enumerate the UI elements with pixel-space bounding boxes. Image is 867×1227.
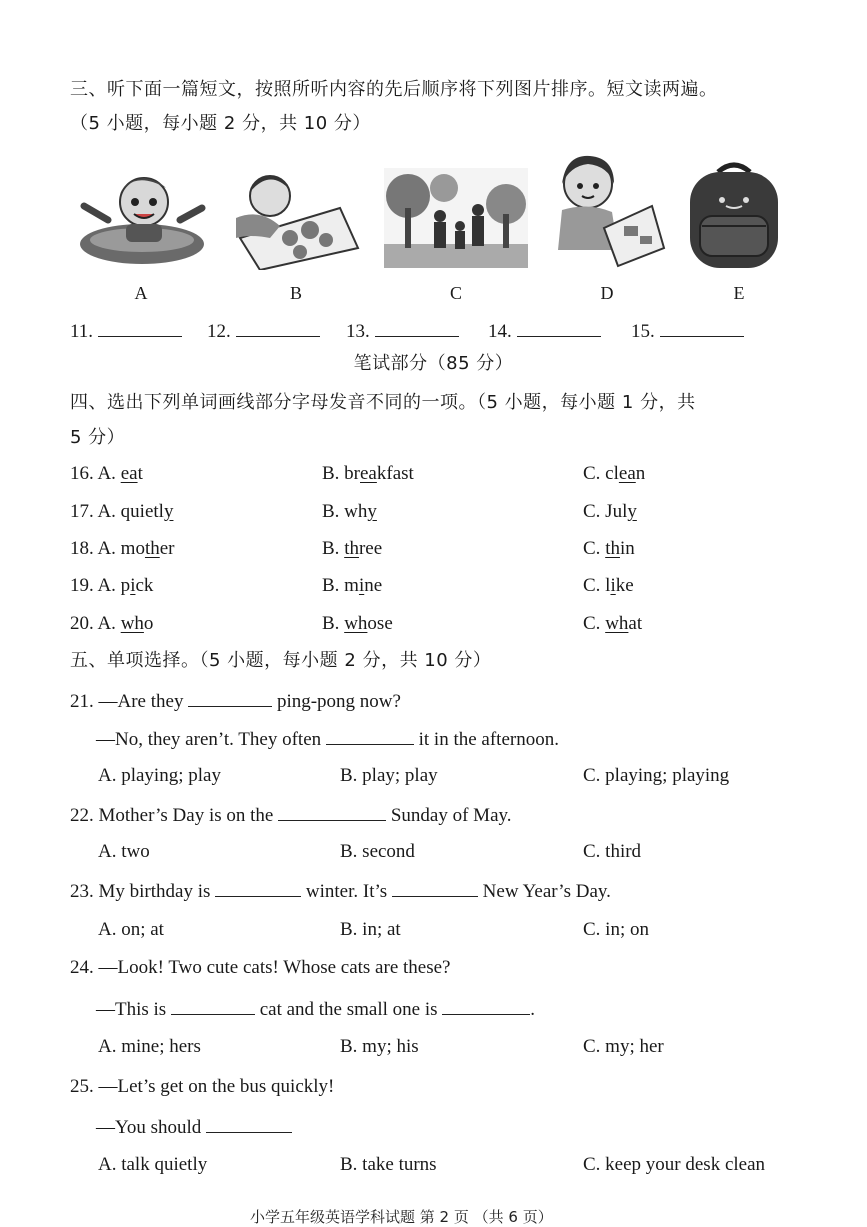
option-18-c[interactable]: C. thin xyxy=(583,538,635,559)
swimming-boy-icon xyxy=(78,162,206,270)
underlined-letters: wh xyxy=(605,613,629,634)
option-17-b[interactable]: B. why xyxy=(322,501,377,522)
answer-blank-14[interactable] xyxy=(517,318,601,337)
answer-blank-15[interactable] xyxy=(660,318,744,337)
option-16-c[interactable]: C. clean xyxy=(583,463,646,484)
underlined-letters: th xyxy=(144,538,160,559)
option-16-a[interactable]: 16. A. eat xyxy=(70,463,143,484)
question-25-line2: —You should xyxy=(96,1114,292,1140)
drawing-girl-icon xyxy=(230,168,360,270)
option-20-a[interactable]: 20. A. who xyxy=(70,613,154,634)
question-23-line1: 23. My birthday is winter. It’s New Year’s Day. xyxy=(70,878,611,904)
section5-title: 五、单项选择。（5 小题，每小题 2 分，共 10 分） xyxy=(70,650,492,671)
answer-12: 12. xyxy=(207,318,320,343)
underlined-letters: i xyxy=(610,575,616,596)
blank-22-1[interactable] xyxy=(278,802,386,821)
question-22-line1: 22. Mother’s Day is on the Sunday of May. xyxy=(70,802,512,828)
option-22-a[interactable]: A. two xyxy=(98,841,150,862)
option-24-c[interactable]: C. my; her xyxy=(583,1036,664,1057)
painting-girl-icon xyxy=(548,150,666,270)
option-24-a[interactable]: A. mine; hers xyxy=(98,1036,201,1057)
section4-title-cont: 5 分） xyxy=(70,427,126,448)
page-footer: 小学五年级英语学科试题 第 2 页 （共 6 页） xyxy=(250,1208,553,1226)
option-25-a[interactable]: A. talk quietly xyxy=(98,1154,208,1175)
underlined-letters: i xyxy=(358,575,365,596)
option-19-c[interactable]: C. like xyxy=(583,575,634,596)
underlined-letters: ea xyxy=(120,463,138,484)
picture-label-d: D xyxy=(600,283,614,303)
section3-title: 三、听下面一篇短文，按照所听内容的先后顺序将下列图片排序。短文读两遍。 xyxy=(70,79,718,100)
blank-25-1[interactable] xyxy=(206,1114,292,1133)
option-18-a[interactable]: 18. A. mother xyxy=(70,538,175,559)
option-21-c[interactable]: C. playing; playing xyxy=(583,765,730,786)
answer-blank-11[interactable] xyxy=(98,318,182,337)
blank-21-2[interactable] xyxy=(326,726,414,745)
option-16-b[interactable]: B. breakfast xyxy=(322,463,414,484)
picture-label-a: A xyxy=(134,283,148,303)
option-22-b[interactable]: B. second xyxy=(340,841,415,862)
section4-title: 四、选出下列单词画线部分字母发音不同的一项。（5 小题，每小题 1 分，共 xyxy=(70,392,696,413)
blank-23-2[interactable] xyxy=(392,878,478,897)
question-24-line2: —This is cat and the small one is . xyxy=(96,996,535,1022)
answer-13: 13. xyxy=(346,318,459,343)
option-20-b[interactable]: B. whose xyxy=(322,613,393,634)
option-19-a[interactable]: 19. A. pick xyxy=(70,575,154,596)
underlined-letters: y xyxy=(627,501,637,522)
written-part-title: 笔试部分（85 分） xyxy=(353,353,514,374)
blank-21-1[interactable] xyxy=(188,688,272,707)
underlined-letters: th xyxy=(605,538,620,559)
option-23-a[interactable]: A. on; at xyxy=(98,919,164,940)
picture-label-c: C xyxy=(449,283,462,303)
question-25-line1: 25. —Let’s get on the bus quickly! xyxy=(70,1076,335,1097)
option-23-c[interactable]: C. in; on xyxy=(583,919,649,940)
backpack-icon xyxy=(684,160,784,270)
option-24-b[interactable]: B. my; his xyxy=(340,1036,419,1057)
option-21-b[interactable]: B. play; play xyxy=(340,765,438,786)
answer-14: 14. xyxy=(488,318,601,343)
answer-blank-13[interactable] xyxy=(375,318,459,337)
answer-11: 11. xyxy=(70,318,182,343)
answer-15: 15. xyxy=(631,318,744,343)
question-21-line1: 21. —Are they ping-pong now? xyxy=(70,688,401,714)
option-17-c[interactable]: C. July xyxy=(583,501,637,522)
underlined-letters: y xyxy=(163,501,174,522)
underlined-letters: i xyxy=(130,575,136,596)
option-17-a[interactable]: 17. A. quietly xyxy=(70,501,174,522)
picture-label-b: B xyxy=(289,283,302,303)
option-19-b[interactable]: B. mine xyxy=(322,575,383,596)
question-21-line2: —No, they aren’t. They often it in the afternoon. xyxy=(96,726,559,752)
option-22-c[interactable]: C. third xyxy=(583,841,642,862)
underlined-letters: th xyxy=(344,538,359,559)
option-23-b[interactable]: B. in; at xyxy=(340,919,401,940)
underlined-letters: wh xyxy=(120,613,144,634)
underlined-letters: y xyxy=(367,501,377,522)
option-25-b[interactable]: B. take turns xyxy=(340,1154,437,1175)
blank-23-1[interactable] xyxy=(215,878,301,897)
underlined-letters: ea xyxy=(360,463,377,484)
option-21-a[interactable]: A. playing; play xyxy=(98,765,221,786)
option-25-c[interactable]: C. keep your desk clean xyxy=(583,1154,766,1175)
section3-note: （5 小题，每小题 2 分，共 10 分） xyxy=(70,113,371,134)
blank-24-2[interactable] xyxy=(442,996,530,1015)
underlined-letters: wh xyxy=(344,613,368,634)
picture-label-e: E xyxy=(733,283,745,303)
option-20-c[interactable]: C. what xyxy=(583,613,643,634)
option-18-b[interactable]: B. three xyxy=(322,538,383,559)
family-park-icon xyxy=(384,168,528,268)
answer-blank-12[interactable] xyxy=(236,318,320,337)
underlined-letters: ea xyxy=(618,463,636,484)
blank-24-1[interactable] xyxy=(171,996,255,1015)
question-24-line1: 24. —Look! Two cute cats! Whose cats are these? xyxy=(70,957,451,978)
